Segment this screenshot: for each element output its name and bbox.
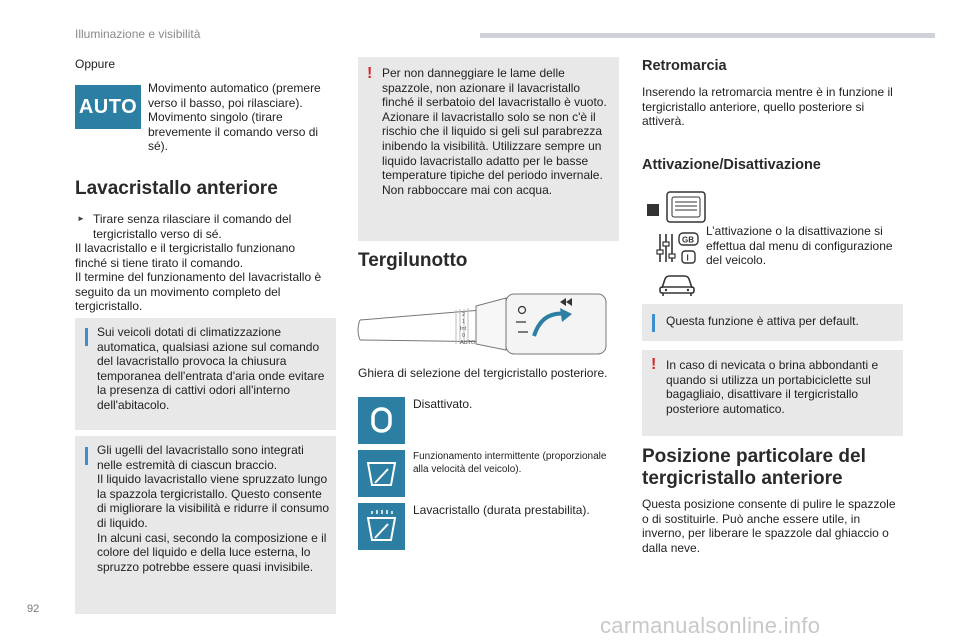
info-icon bbox=[652, 314, 655, 332]
stalk-label-0: 0 bbox=[462, 333, 466, 339]
info-box-default bbox=[642, 304, 903, 341]
page-number: 92 bbox=[27, 603, 40, 615]
lavacristallo-bullet: ► Tirare senza rilasciare il comando del tergicristallo verso di sé. bbox=[75, 212, 330, 241]
auto-description: Movimento automatico (premere verso il basso, poi rilasciare). Movimento singolo (tirare brevemente il comando verso di sé). bbox=[148, 81, 321, 154]
warning-icon: ! bbox=[367, 65, 373, 82]
car-settings-icon bbox=[658, 270, 696, 298]
warning-text-neve: In caso di nevicata o brina abbondanti e quando si utilizza un portabiciclette sul bagagliaio, disattivare il tergicristallo posteriore automatico. bbox=[666, 358, 879, 416]
posizione-title bbox=[642, 446, 866, 490]
info-box-climatizzazione bbox=[75, 318, 336, 430]
info-box-ugelli bbox=[75, 436, 336, 614]
info-text-climatizzazione: Sui veicoli dotati di climatizzazione automatica, qualsiasi azione sul comando del lavacristallo provoca la chiusura temporanea dell'entrata d'aria onde evitare la presenza di cattivi odori all'interno dell'abitacolo. bbox=[97, 325, 325, 412]
item-lavacristallo: Lavacristallo (durata prestabilita). bbox=[413, 503, 590, 517]
rear-washer-icon bbox=[358, 503, 405, 550]
rear-wiper-off-icon bbox=[358, 397, 405, 444]
item-disattivato: Disattivato. bbox=[413, 397, 473, 411]
watermark: carmanualsonline.info bbox=[600, 613, 821, 638]
settings-sliders-icon bbox=[656, 230, 702, 266]
item-intermittente: Funzionamento intermittente (proporzionale alla velocità del veicolo). bbox=[413, 451, 607, 475]
info-text-ugelli bbox=[97, 443, 331, 574]
info-ugelli-p2: Il liquido lavacristallo viene spruzzato lungo la spazzola tergicristallo. Questo consente di migliorare la visibilità e ridurre il consumo di liquido. bbox=[97, 472, 330, 530]
tergilunotto-caption: Ghiera di selezione del tergicristallo posteriore. bbox=[358, 366, 608, 380]
lavacristallo-bullets bbox=[75, 212, 330, 241]
info-ugelli-p1: Gli ugelli del lavacristallo sono integrati nelle estremità di ciascun braccio. bbox=[97, 443, 304, 472]
auto-icon bbox=[75, 85, 141, 129]
info-ugelli-p3: In alcuni casi, secondo la composizione e il colore del liquido e della luce esterna, lo spruzzo potrebbe essere quasi invisibile. bbox=[97, 530, 327, 574]
attivazione-title: Attivazione/Disattivazione bbox=[642, 157, 821, 173]
warning-box-spazzole bbox=[358, 57, 619, 241]
stalk-label-1: 1 bbox=[462, 319, 466, 325]
posizione-title-line-2: tergicristallo anteriore bbox=[642, 468, 843, 489]
gb-label: GB bbox=[682, 235, 694, 245]
lavacristallo-title: Lavacristallo anteriore bbox=[75, 178, 278, 199]
posizione-text: Questa posizione consente di pulire le spazzole o di sostituirle. Può anche essere utile, in inverno, per liberare le spazzole dal ghiaccio o dalla neve. bbox=[642, 497, 896, 555]
auto-label: AUTO bbox=[78, 95, 138, 118]
header-rule bbox=[480, 33, 935, 38]
lavacristallo-paragraph-2: Il termine del funzionamento del lavacristallo è seguito da un movimento completo del tergicristallo. bbox=[75, 270, 322, 314]
posizione-title-line-1: Posizione particolare del bbox=[642, 446, 866, 467]
stalk-label-2: 2 bbox=[462, 312, 466, 318]
i-label: I bbox=[686, 253, 689, 263]
warning-icon: ! bbox=[651, 356, 657, 373]
retromarcia-title: Retromarcia bbox=[642, 58, 727, 74]
info-text-default: Questa funzione è attiva per default. bbox=[666, 314, 859, 328]
lavacristallo-paragraph-1: Il lavacristallo e il tergicristallo funzionano finché si tiene tirato il comando. bbox=[75, 241, 296, 270]
display-screen-icon bbox=[645, 190, 707, 226]
rear-wiper-intermittent-icon bbox=[358, 450, 405, 497]
attivazione-text: L’attivazione o la disattivazione si effettua dal menu di configurazione del veicolo. bbox=[706, 224, 893, 268]
section-header: Illuminazione e visibilità bbox=[75, 27, 201, 41]
warning-box-neve bbox=[642, 350, 903, 436]
info-icon bbox=[85, 447, 88, 465]
stalk-label-int: Int bbox=[460, 326, 467, 332]
retromarcia-text: Inserendo la retromarcia mentre è in funzione il tergicristallo anteriore, quello posteriore si attiverà. bbox=[642, 85, 893, 129]
wiper-stalk-illustration bbox=[356, 280, 620, 360]
stalk-label-auto: AUTO bbox=[460, 340, 476, 346]
info-icon bbox=[85, 328, 88, 346]
oppure-text: Oppure bbox=[75, 57, 116, 71]
tergilunotto-title: Tergilunotto bbox=[358, 250, 468, 271]
warning-text-spazzole: Per non danneggiare le lame delle spazzole, non azionare il lavacristallo finché il serbatoio del lavacristallo è vuoto. Azionare il lavacristallo solo se non c'è il rischio che il liquido si geli sul parabrezza inibendo la visibilità. Utilizzare sempre un liquido lavacristallo adatto per le basse temperature tipiche del periodo invernale. Non rabboccare mai con acqua. bbox=[382, 66, 607, 197]
